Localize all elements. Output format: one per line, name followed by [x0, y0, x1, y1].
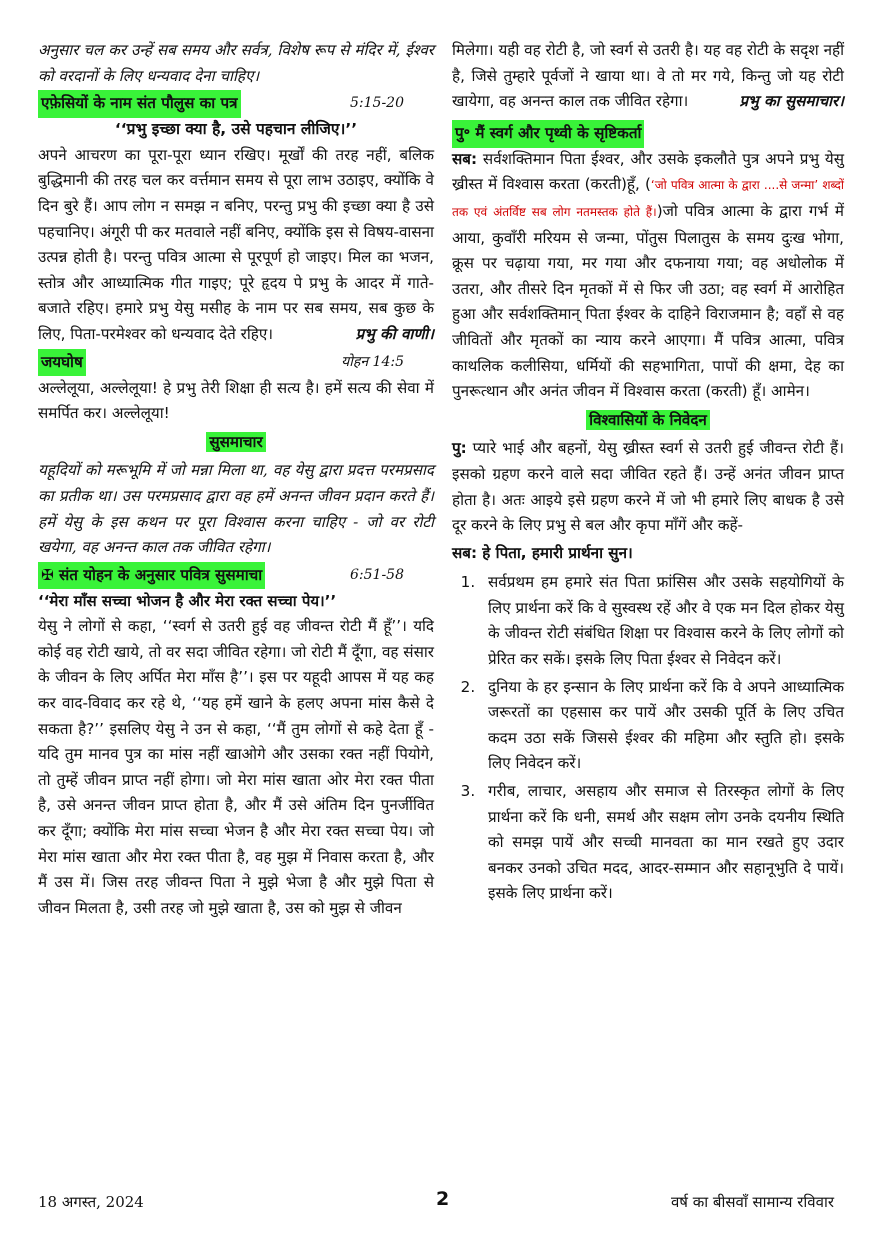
intro-text: अनुसार चल कर उन्हें सब समय और सर्वत्र, विशेष रूप से मंदिर में, ईश्वर को वरदानों के लिए धन्यवाद देना चाहिए।	[38, 41, 434, 85]
gospel-quote: ‘‘मेरा मॉंस सच्चा भोजन है और मेरा रक्त सच्चा पेय।’’	[38, 591, 337, 610]
gospel-header	[38, 563, 434, 589]
prayers-response: सब: हे पिता, हमारी प्रार्थना सुन।	[452, 543, 633, 562]
epistle-heading: एफ़ेसियों के नाम संत पौलुस का पत्र	[38, 90, 241, 118]
epistle-reference: 5:15-20	[350, 95, 404, 112]
acclamation-heading: जयघोष	[38, 349, 86, 377]
creed-rubric: ‘जो पवित्र आत्मा के द्वारा ....से जन्मा’ शब्दों तक एवं अंतर्विष्ट सब लोग नतमस्तक होते हैं।	[452, 178, 844, 219]
prayers-intro-text: प्यारे भाई और बहनों, येसु ख्रीस्त स्वर्ग से उतरी हुई जीवन्त रोटी हैं। इसको ग्रहण करने वाले सदा जीवित रहते हैं। उन्हें अनंत जीवन प्राप्त होता है। अतः आइये इसे ग्रहण करने में जो भी हमारे लिए बाधक है उसे दूर करने के लिए प्रभु से बल और कृपा माँगें और कहें-	[452, 439, 844, 535]
acclamation-header	[38, 350, 434, 376]
epistle-sign: प्रभु की वाणी।	[355, 324, 434, 343]
gospel-intro-header	[38, 430, 434, 456]
gospel-cont-text: मिलेगा। यही वह रोटी है, जो स्वर्ग से उतरी है। यह वह रोटी के सदृश नहीं है, जिसे तुम्हारे पूर्वजों ने खाया था। वे तो मर गये, किन्तु जो यह रोटी खायेगा, वह अनन्त काल तक जीवित रहेगा।	[452, 41, 844, 111]
prayer-item: 3. गरीब, लाचार, असहाय और समाज से तिरस्कृत लोगों के लिए प्रार्थना करें कि धनी, समर्थ और सक्षम लोग उनके दयनीय स्थिति को समझ पायें और सच्ची मानवता का मान रखते हुए उदार बनकर उनको उचित मदद, आदर-सम्मान और सहानूभुति दे पायें। इसके लिए प्रार्थना करें।	[480, 779, 844, 907]
page-number: 2	[436, 1188, 450, 1210]
creed-header	[452, 121, 844, 147]
creed-body	[452, 147, 844, 405]
gospel-continuation	[452, 38, 844, 115]
creed-text-2: )जो पवित्र आत्मा के द्वारा गर्भ में आया, कुवाँरी मरियम से जन्मा, पोंतुस पिलातुस के समय दुःख भोगा, क्रूस पर चढ़ाया गया, मर गया और दफनाया गया; वह अधोलोक में उतरा, और तीसरे दिन मृतकों में से फिर जी उठा; वह स्वर्ग में आरोहित हुआ और सर्वशक्तिमान् पिता ईश्वर के दाहिने विराजमान है; वहाँ से वह जीवितों और मृतकों का न्याय करने आएगा। मैं पवित्र आत्मा, पवित्र काथलिक कलीसिया, धर्मियों की सहभागिता, पापों की क्षमा, देह का पुनरूत्थान और अनंत जीवन में विश्वास करता (करती) हूँ। आमेन।	[452, 201, 844, 401]
gospel-sign: प्रभु का सुसमाचार।	[739, 92, 844, 111]
prayers-lead: पु:	[452, 439, 467, 458]
left-column	[38, 38, 434, 921]
prayer-list	[452, 570, 844, 907]
gospel-intro-body: यहूदियों को मरूभूमि में जो मन्ना मिला था, वह येसु द्वारा प्रदत्त परमप्रसाद का प्रतीक था। उस परमप्रसाद द्वारा वह हमें अनन्त जीवन प्रदान करते हैं। हमें येसु के इस कथन पर पूरा विश्वास करना चाहिए - जो वर रोटी खयेगा, वह अनन्त काल तक जीवित रहेगा।	[38, 461, 434, 557]
prayers-header	[452, 408, 844, 434]
prayer-item: 2. दुनिया के हर इन्सान के लिए प्रार्थना करें कि वे अपने आध्यात्मिक जरूरतों का एहसास कर पायें और उसकी पूर्ति के लिए उचित कदम उठा सकें जिससे ईश्वर की महिमा और स्तुति हो। इसके लिए निवेदन करें।	[480, 675, 844, 777]
prayer-item: 1. सर्वप्रथम हम हमारे संत पिता फ्रांसिस और उसके सहयोगियों के लिए प्रार्थना करें कि वे सुस्वस्थ रहें और वे एक मन दिल होकर येसु के जीवन्त रोटी संबंधित शिक्षा पर विश्वास करने के लिए लोगों को प्रेरित कर सकें। इसके लिए पिता ईश्वर से निवेदन करें।	[480, 570, 844, 672]
right-column	[452, 38, 844, 909]
creed-heading: पु॰ मैं स्वर्ग और पृथ्वी के सृष्टिकर्ता	[452, 120, 644, 148]
gospel-body: येसु ने लोगों से कहा, ‘‘स्वर्ग से उतरी हुई वह जीवन्त रोटी मैं हूँ’’। यदि कोई वह रोटी खाये, तो वर सदा जीवित रहेगा। जो रोटी मैं दूँगा, वह संसार के जीवन के लिए अर्पित मेरा मॉंस है’’। इस पर यहूदी आपस में यह कह कर वाद-विवाद कर रहे थे, ‘‘यह हमें खाने के हलए अपना मांस कैसे दे सकता है?’’ इसलिए येसु ने उन से कहा, ‘‘मैं तुम लोगों से कहे देता हूँ - यदि तुम मानव पुत्र का मांस नहीं खाओगे और उसका रक्त नहीं पियोगे, तो तुम्हें जीवन प्राप्त नहीं होगा। जो मेरा मांस खाता ओर मेरा रक्त पीता है, उसे अनन्त जीवन प्राप्त होता है, और मैं उसे अंतिम दिन पुनर्जीवित कर दूँगा; क्योंकि मेरा मांस सच्चा भेजन है और मेरा रक्त सच्चा पेय। जो मेरा मांस खाता और मेरा रक्त पीता है, वह मुझ में निवास करता है, और मैं उस में। जिस तरह जीवन्त पिता ने मुझे भेजा है और मुझे पिता से जीवन मिलता है, उसी तरह जो मुझे खाता है, उस को मुझ से जीवन	[38, 617, 434, 917]
prayers-intro	[452, 436, 844, 538]
acclamation-body: अल्लेलूया, अल्लेलूया! हे प्रभु तेरी शिक्षा ही सत्य है। हमें सत्य की सेवा में समर्पित कर। अल्लेलूया!	[38, 378, 434, 423]
epistle-quote: ‘‘प्रभु इच्छा क्या है, उसे पहचान लीजिए।’’	[114, 120, 358, 139]
epistle-header	[38, 91, 434, 117]
epistle-text: अपने आचरण का पूरा-पूरा ध्यान रखिए। मूर्खों की तरह नहीं, बलिक बुद्धिमानी की तरह चल कर वर्त्तमान समय से पूरा लाभ उठाइए, क्योंकि वे दिन बुरे हैं। आप लोग न समझ न बनिए, परन्तु प्रभु की इच्छा क्या है उसे पहचानिए। अंगूरी पी कर मतवाले नहीं बनिए, क्योंकि इस से विषय-वासना उत्पन्न होती है। परन्तु पवित्र आत्मा से पूरपूर्ण हो जाइए। मिल का भजन, स्तोत्र और आध्यात्मिक गीत गाइए; पूरे हृदय पे प्रभु के आदर में गाते-बजाते रहिए। हमारे प्रभु येसु मसीह के नाम पर सब समय, सब कुछ के लिए, पिता-परमेश्वर को धन्यवाद देते रहिए।	[38, 145, 434, 343]
prayers-heading: विश्वासियों के निवेदन	[586, 410, 710, 430]
creed-text-1: सर्वशक्तिमान पिता ईश्वर, और उसके इकलौते पुत्र अपने प्रभु येसु ख्रीस्त में विश्वास करता (करती)हूँ, (	[452, 149, 844, 194]
gospel-heading: ✠ संत योहन के अनुसार पवित्र सुसमाचा	[38, 562, 265, 590]
acclamation-reference: योहन 14:5	[341, 353, 404, 370]
creed-lead: सब:	[452, 149, 478, 168]
footer-sunday: वर्ष का बीसवाँ सामान्य रविवार	[670, 1193, 834, 1211]
footer-date: 18 अगस्त, 2024	[38, 1193, 144, 1211]
gospel-intro-heading: सुसमाचार	[206, 432, 265, 452]
epistle-body	[38, 143, 434, 348]
gospel-reference: 6:51-58	[350, 566, 404, 583]
